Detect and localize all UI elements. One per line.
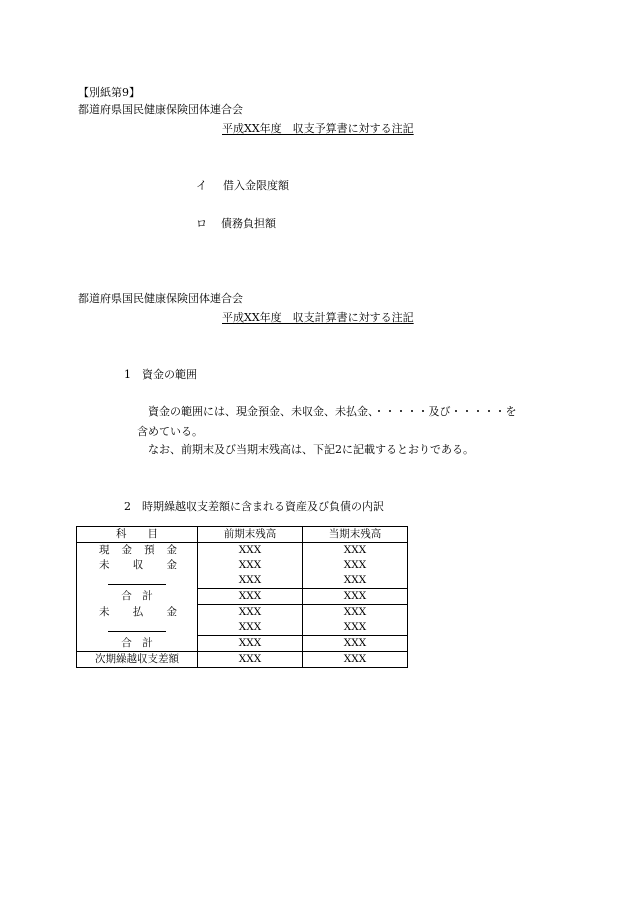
item-i-marker: イ: [196, 179, 207, 192]
receivable-curr: XXX: [303, 558, 408, 573]
table-row: [77, 589, 408, 605]
item-i-label: 借入金限度額: [223, 179, 289, 192]
row-total-label: 合 計: [77, 636, 198, 652]
item-i: [196, 179, 289, 193]
blank-liability-prev: XXX: [198, 620, 303, 636]
item-ro-marker: ロ: [196, 217, 207, 230]
settlement-notes-title: 平成XX年度 収支計算書に対する注記: [222, 311, 414, 324]
item-ro: [196, 217, 276, 231]
para-1-line-2: 含めている。: [137, 425, 203, 438]
balance-table: [76, 526, 408, 668]
header-prev: 前期末残高: [198, 527, 303, 543]
total-prev: XXX: [198, 636, 303, 652]
row-final-label: 次期繰越収支差額: [77, 652, 198, 668]
org-name-1: 都道府県国民健康保険団体連合会: [78, 103, 243, 116]
section-1-heading: 1 資金の範囲: [124, 368, 197, 381]
blank-line: [108, 584, 166, 585]
header-subject: 科 目: [77, 527, 198, 543]
table-row: [77, 620, 408, 636]
cash-prev: XXX: [198, 543, 303, 559]
table-row: [77, 573, 408, 589]
header-curr: 当期末残高: [303, 527, 408, 543]
table-row: [77, 636, 408, 652]
blank-asset-curr: XXX: [303, 573, 408, 589]
row-blank-asset: [77, 573, 198, 589]
para-1-line-3: なお、前期末及び当期末残高は、下記2に記載するとおりである。: [148, 443, 474, 456]
row-subtotal-label: 合 計: [77, 589, 198, 605]
blank-line: [108, 631, 166, 632]
payable-prev: XXX: [198, 605, 303, 621]
section-2-heading: 2 時期繰越収支差額に含まれる資産及び負債の内訳: [124, 500, 384, 513]
table-row: [77, 605, 408, 621]
blank-asset-prev: XXX: [198, 573, 303, 589]
total-curr: XXX: [303, 636, 408, 652]
row-cash-label: 現 金 預 金: [77, 543, 198, 559]
table-header-row: [77, 527, 408, 543]
org-name-2: 都道府県国民健康保険団体連合会: [78, 292, 243, 305]
payable-curr: XXX: [303, 605, 408, 621]
receivable-prev: XXX: [198, 558, 303, 573]
final-curr: XXX: [303, 652, 408, 668]
item-ro-label: 債務負担額: [221, 217, 276, 230]
final-prev: XXX: [198, 652, 303, 668]
subtotal-prev: XXX: [198, 589, 303, 605]
cash-curr: XXX: [303, 543, 408, 559]
subtotal-curr: XXX: [303, 589, 408, 605]
blank-liability-curr: XXX: [303, 620, 408, 636]
row-blank-liability: [77, 620, 198, 636]
table-row: [77, 652, 408, 668]
row-payable-label: 未 払 金: [77, 605, 198, 621]
table-row: [77, 543, 408, 559]
row-receivable-label: 未 収 金: [77, 558, 198, 573]
budget-notes-title: 平成XX年度 収支予算書に対する注記: [222, 122, 414, 135]
para-1-line-1: 資金の範囲には、現金預金、未収金、未払金、・・・・・及び・・・・・を: [148, 405, 517, 418]
attachment-label: 【別紙第9】: [78, 86, 140, 99]
table-row: [77, 558, 408, 573]
